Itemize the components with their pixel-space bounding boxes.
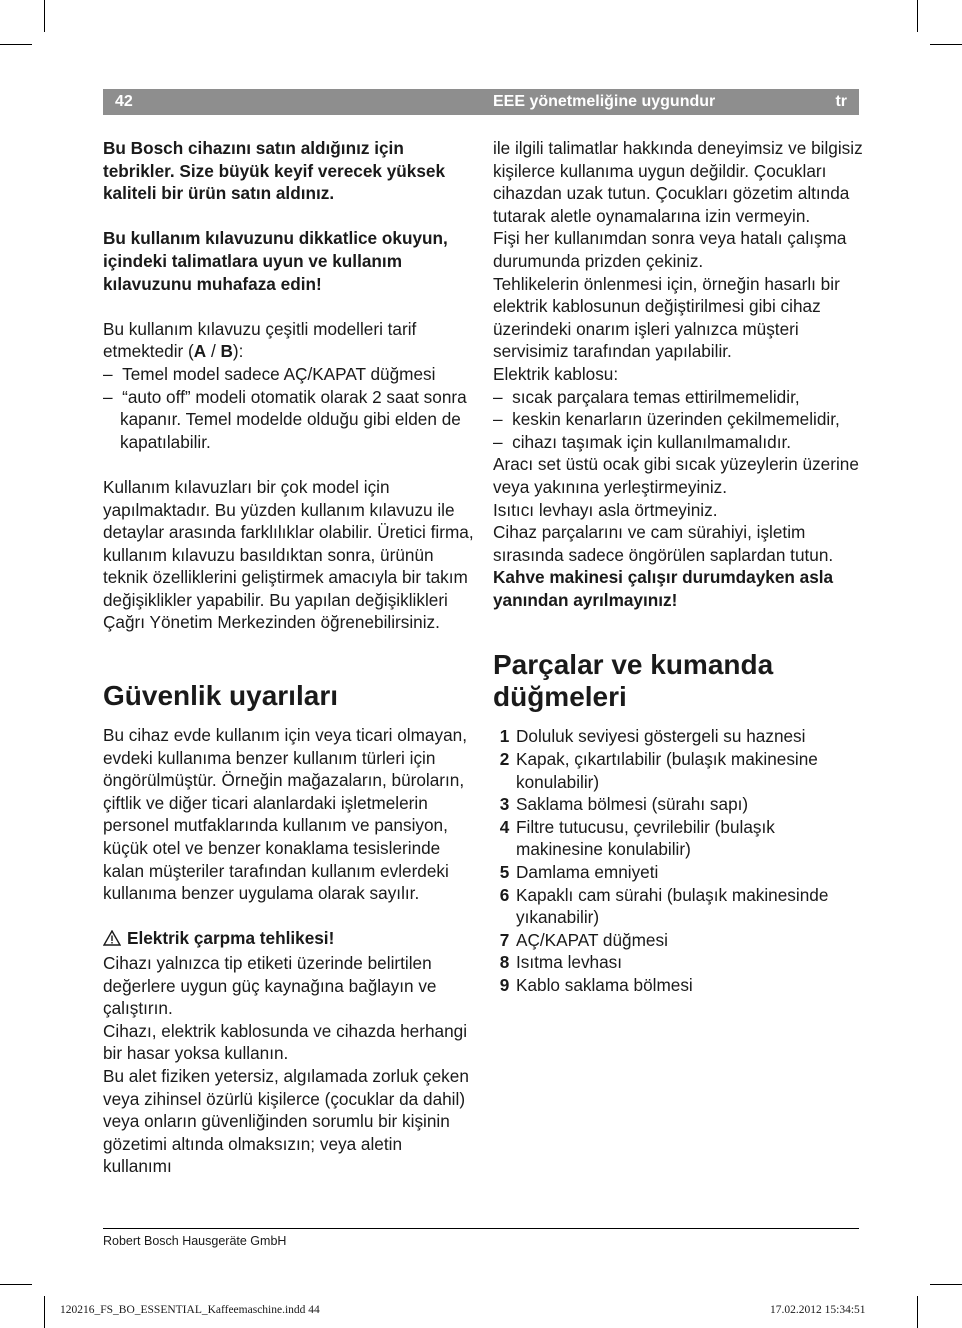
page-header	[103, 89, 859, 115]
crop-mark	[917, 0, 918, 32]
intro-read-manual: Bu kullanım kılavuzunu dikkatlice okuyun, içindeki talimatlara uyun ve kullanım kılavuzunu muhafaza edin!	[103, 228, 448, 294]
continued-text: Tehlikelerin önlenmesi için, örneğin hasarlı bir elektrik kablosunun değiştirilmesi gibi cihaz üzerindeki onarım işleri yalnızca müşteri servisimiz tarafından yapılabilir.	[493, 273, 840, 362]
manual-note: Kullanım kılavuzları bir çok model için yapılmaktadır. Bu yüzden kullanım kılavuzu ile detaylar arasında farklılıklar olabilir. Üretici firma, kullanım kılavuzu basıldıktan sonra, ürünün teknik özelliklerini geliştirmek amacıyla bir takım değişiklikler yapabilir. Bu yapılan değişiklikleri Çağrı Yönetim Merkezinden öğrenebilirsiniz.	[103, 476, 474, 633]
footer-company: Robert Bosch Hausgeräte GmbH	[103, 1234, 287, 1248]
after-text: Isıtıcı levhayı asla örtmeyiniz.	[493, 499, 718, 520]
shock-warning-heading: Elektrik çarpma tehlikesi!	[103, 927, 475, 952]
list-item: 9 Kablo saklama bölmesi	[499, 975, 693, 995]
shock-line: Cihazı, elektrik kablosunda ve cihazda herhangi bir hasar yoksa kullanın.	[103, 1020, 468, 1064]
print-slug-date: 17.02.2012 15:34:51	[770, 1304, 866, 1316]
right-column	[493, 137, 865, 997]
list-item: 1 Doluluk seviyesi göstergeli su haznesi	[499, 726, 806, 747]
print-slug-file: 120216_FS_BO_ESSENTIAL_Kaffeemaschine.indd 44	[60, 1304, 320, 1316]
shock-line: Cihazı yalnızca tip etiketi üzerinde belirtilen değerlere uygun güç kaynağına bağlayın ve çalıştırın.	[103, 953, 437, 1019]
warning-triangle-icon	[103, 929, 121, 952]
parts-heading: Parçalar ve kumanda düğmeleri	[493, 649, 774, 713]
model-item: – “auto off” modeli otomatik olarak 2 saat sonra kapanır. Temel modelde olduğu gibi elden de kapatılabilir.	[103, 386, 467, 452]
crop-mark	[917, 1296, 918, 1328]
crop-mark	[930, 44, 962, 45]
model-item: – Temel model sadece AÇ/KAPAT düğmesi	[103, 363, 436, 384]
footer-divider	[103, 1228, 859, 1229]
page-number: 42	[115, 93, 133, 110]
left-column	[103, 137, 475, 1178]
cable-item: – cihazı taşımak için kullanılmamalıdır.	[493, 431, 792, 452]
crop-mark	[930, 1284, 962, 1285]
after-text: Aracı set üstü ocak gibi sıcak yüzeylerin üzerine veya yakınına yerleştirmeyiniz.	[493, 454, 859, 497]
crop-mark	[44, 1296, 45, 1328]
safety-heading: Güvenlik uyarıları	[103, 680, 338, 712]
list-item: 4 Filtre tutucusu, çevrilebilir (bulaşık makinesine konulabilir)	[499, 816, 775, 860]
intro-congrats: Bu Bosch cihazını satın aldığınız için tebrikler. Size büyük keyif verecek yüksek kaliteli bir ürün satın aldınız.	[103, 138, 446, 204]
models-intro: Bu kullanım kılavuzu çeşitli modelleri tarif etmektedir (A / B):	[103, 318, 417, 362]
bold-warning: Kahve makinesi çalışır durumdayken asla yanından ayrılmayınız!	[493, 567, 834, 610]
list-item: 7 AÇ/KAPAT düğmesi	[499, 929, 668, 950]
shock-line: Bu alet fiziken yetersiz, algılamada zorluk çeken veya zihinsel özürlü kişilerce (çocuklar da dahil) veya onların güvenliğinden sorumlu bir kişinin gözetimi altında olmaksızın; veya aletin kullanımı	[103, 1065, 469, 1177]
crop-mark	[0, 1284, 32, 1285]
language-code: tr	[835, 93, 847, 110]
continued-text: Fişi her kullanımdan sonra veya hatalı çalışma durumunda prizden çekiniz.	[493, 228, 847, 271]
cable-item: – keskin kenarların üzerinden çekilmemelidir,	[493, 409, 840, 430]
list-item: 5 Damlama emniyeti	[499, 862, 659, 883]
parts-list	[493, 725, 865, 996]
crop-mark	[0, 44, 32, 45]
list-item: 6 Kapaklı cam sürahi (bulaşık makinesinde yıkanabilir)	[499, 884, 829, 928]
continued-text: ile ilgili talimatlar hakkında deneyimsiz ve bilgisiz kişilerce kullanıma uygun değildir. Çocukları cihazdan uzak tutun. Çocukları gözetim altında tutarak aletle oynamalarına izin vermeyin.	[493, 138, 863, 226]
cable-item: – sıcak parçalara temas ettirilmemelidir,	[493, 386, 800, 407]
cable-heading: Elektrik kablosu:	[493, 363, 619, 384]
list-item: 8 Isıtma levhası	[499, 952, 623, 973]
after-text: Cihaz parçalarını ve cam sürahiyi, işletim sırasında sadece öngörülen saplardan tutun.	[493, 522, 834, 565]
safety-text: Bu cihaz evde kullanım için veya ticari olmayan, evdeki kullanıma benzer kullanım türleri için öngörülmüştür. Örneğin mağazaların, büroların, çiftlik ve diğer ticari alanlardaki işletmelerin personel mutfaklarında kullanım ve pansiyon, küçük otel ve benzer konaklama tesislerinde kalan müşteriler tarafından kullanım evlerdeki kullanıma benzer uygulama olarak sayılır.	[103, 725, 467, 904]
list-item: 3 Saklama bölmesi (sürahı sapı)	[499, 794, 749, 815]
header-title: EEE yönetmeliğine uygundur	[493, 93, 716, 110]
list-item: 2 Kapak, çıkartılabilir (bulaşık makinesine konulabilir)	[499, 749, 818, 792]
crop-mark	[44, 0, 45, 32]
